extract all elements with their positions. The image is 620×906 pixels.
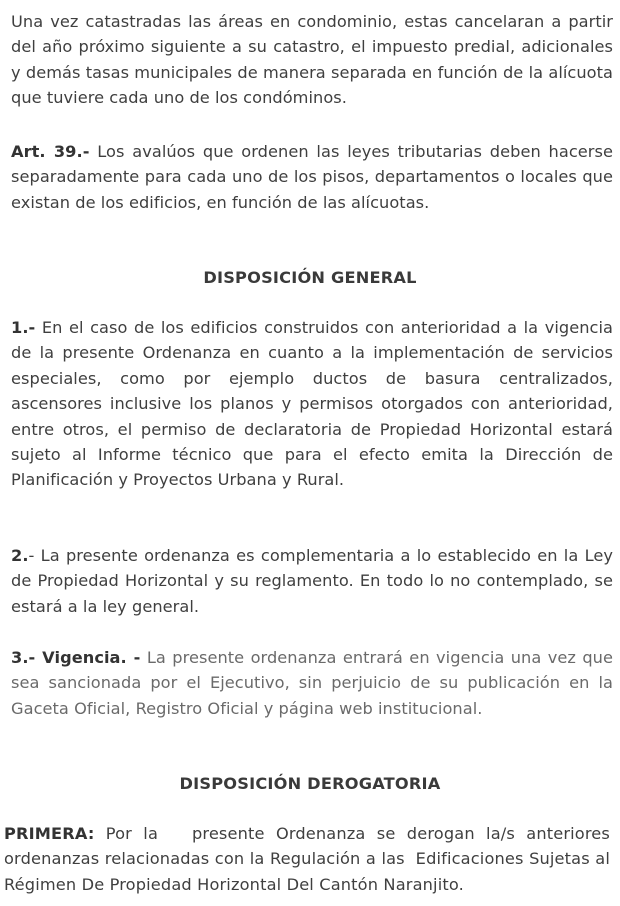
repeal-provision-heading: DISPOSICIÓN DEROGATORIA bbox=[179, 774, 441, 793]
provision-3-text: La presente ordenanza entrará en vigencia una vez que sea sancionada por el Ejecutivo, sin perjuicio de su publicación en la Gaceta Oficial, Registro Oficial y página web institucional. bbox=[11, 648, 613, 718]
repeal-first-text: Por la presente Ordenanza se derogan la/s anteriores ordenanzas relacionadas con la Regulación a las Edificaciones Sujetas al Régimen De Propiedad Horizontal Del Cantón Naranjito. bbox=[4, 824, 616, 894]
intro-text: Una vez catastradas las áreas en condominio, estas cancelaran a partir del año próximo siguiente a su catastro, el impuesto predial, adicionales y demás tasas municipales de manera separada en función de la alícuota que tuviere cada uno de los condóminos. bbox=[11, 12, 613, 108]
provision-1-label: 1.- bbox=[11, 318, 36, 337]
provision-3-label: 3.- Vigencia. - bbox=[11, 648, 141, 667]
intro-paragraph bbox=[11, 9, 613, 111]
provision-1-paragraph bbox=[11, 315, 613, 493]
provision-2-label: 2. bbox=[11, 546, 29, 565]
article-39-label: Art. 39.- bbox=[11, 142, 90, 161]
article-39-paragraph bbox=[11, 139, 613, 215]
provision-2-text: - La presente ordenanza es complementaria a lo establecido en la Ley de Propiedad Horizontal y su reglamento. En todo lo no contemplado, se estará a la ley general. bbox=[11, 546, 613, 616]
repeal-first-paragraph bbox=[4, 821, 616, 897]
general-provision-heading: DISPOSICIÓN GENERAL bbox=[203, 268, 417, 287]
provision-1-text: En el caso de los edificios construidos con anterioridad a la vigencia de la presente Ordenanza en cuanto a la implementación de servicios especiales, como por ejemplo ductos de basura centralizados, ascensores inclusive los planos y permisos otorgados con anterioridad, entre otros, el permiso de declaratoria de Propiedad Horizontal estará sujeto al Informe técnico que para el efecto emita la Dirección de Planificación y Proyectos Urbana y Rural. bbox=[11, 318, 613, 490]
repeal-first-label: PRIMERA: bbox=[4, 824, 95, 843]
provision-2-paragraph bbox=[11, 543, 613, 619]
provision-3-paragraph bbox=[11, 645, 613, 721]
article-39-text: Los avalúos que ordenen las leyes tributarias deben hacerse separadamente para cada uno de los pisos, departamentos o locales que existan de los edificios, en función de las alícuotas. bbox=[11, 142, 613, 212]
